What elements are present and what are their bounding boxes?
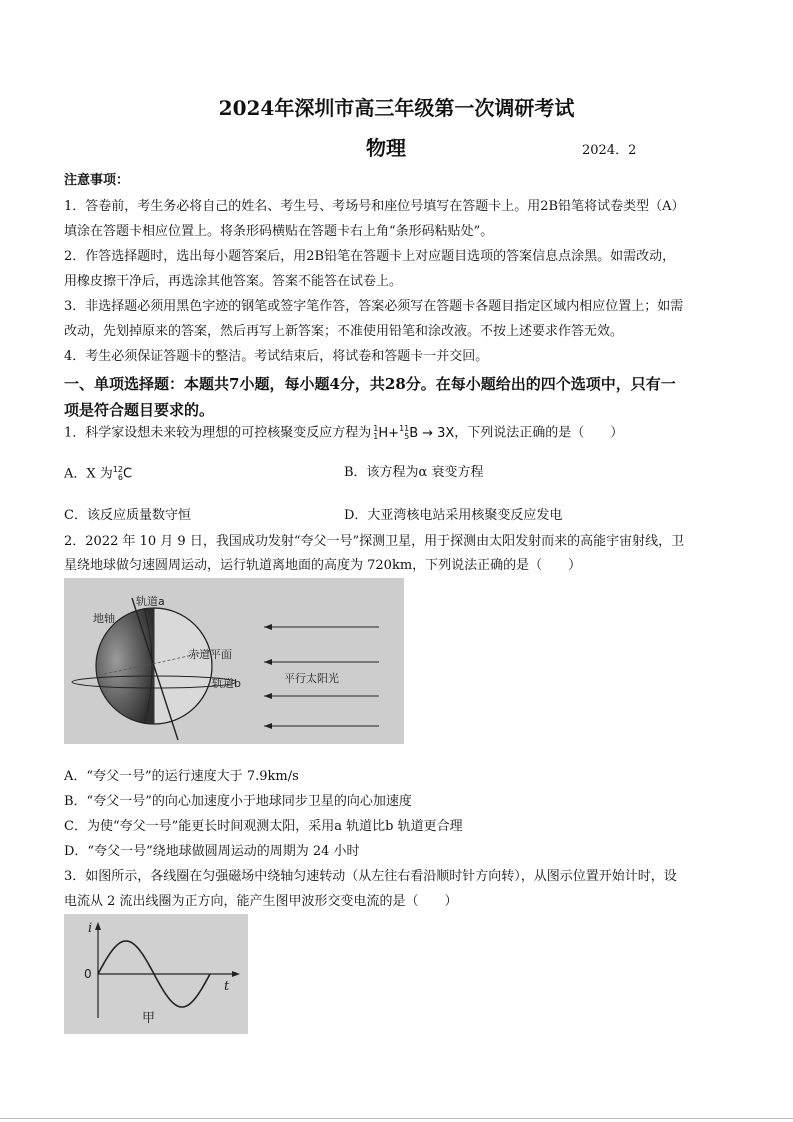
notice-line: 3．非选择题必须用黑色字迹的钢笔或签字笔作答，答案必须写在答题卡各题目指定区域内相应位置上；如需 — [64, 299, 684, 314]
q2-option-b[interactable]: B．“夸父一号”的向心加速度小于地球同步卫星的向心加速度 — [64, 794, 412, 809]
section-heading: 一、单项选择题：本题共7小题，每小题4分，共28分。在每小题给出的四个选项中，只有一 — [64, 375, 676, 393]
q1-option-c[interactable]: C．该反应质量数守恒 — [64, 508, 191, 523]
q2-stem-cont: 星绕地球做匀速圆周运动，运行轨道离地面的高度为 720km，下列说法正确的是（ ） — [64, 558, 582, 573]
notice-line: 用橡皮擦干净后，再选涂其他答案。答案不能答在试卷上。 — [64, 274, 403, 289]
q2-option-c[interactable]: C．为使“夸父一号”能更长时间观测太阳，采用a 轨道比b 轨道更合理 — [64, 819, 463, 834]
h-symbol: H — [378, 425, 389, 441]
q1-stem-pre: 1．科学家设想未来较为理想的可控核聚变反应方程为 — [64, 425, 372, 441]
notice-line: 1．答卷前，考生务必将自己的姓名、考生号、考场号和座位号填写在答题卡上。用2B铅笔将试卷类型（A） — [64, 199, 685, 214]
figure-caption: 甲 — [142, 1011, 156, 1026]
section-heading-cont: 项是符合题目要求的。 — [64, 401, 215, 419]
q3-stem-cont: 电流从 2 流出线圈为正方向，能产生图甲波形交变电流的是（ ） — [64, 894, 458, 909]
q2-stem: 2．2022 年 10 月 9 日，我国成功发射“夸父一号”探测卫星，用于探测由太阳发射而来的高能宇宙射线，卫 — [64, 534, 685, 549]
arrow: → — [422, 425, 434, 441]
notice-line: 填涂在答题卡相应位置上。将条形码横贴在答题卡右上角“条形码粘贴处”。 — [64, 224, 494, 239]
y-axis-label: i — [88, 921, 93, 936]
q1-option-a[interactable] — [64, 466, 132, 482]
q1-stem — [64, 425, 623, 441]
label-equator: 赤道平面 — [188, 648, 232, 661]
origin-label: 0 — [84, 967, 92, 981]
b-mass-number: 11 — [399, 424, 410, 433]
orbit-figure — [64, 578, 404, 744]
c-atomic-number: 6 — [117, 473, 123, 482]
label-orbit-b: 轨道b — [212, 677, 241, 690]
q1-stem-post: ，下列说法正确的是（ ） — [454, 425, 624, 441]
notice-line: 4．考生必须保证答题卡的整洁。考试结束后，将试卷和答题卡一并交回。 — [64, 349, 489, 364]
subject-title: 物理 — [366, 136, 406, 160]
c-symbol: C — [122, 466, 133, 482]
page-bottom-rule — [0, 1118, 793, 1119]
c-mass-number: 12 — [112, 465, 123, 474]
notice-line: 改动，先划掉原来的答案，然后再写上新答案；不准使用铅笔和涂改液。不按上述要求作答无效。 — [64, 324, 624, 339]
q3-stem: 3．如图所示，各线圈在匀强磁场中绕轴匀速转动（从左往右看沿顺时针方向转），从图示位置开始计时，设 — [64, 869, 677, 884]
q2-option-a[interactable]: A．“夸父一号”的运行速度大于 7.9km/s — [64, 769, 299, 784]
q1-option-a-text: A．X 为 — [64, 466, 113, 482]
label-orbit-a: 轨道a — [136, 595, 165, 608]
products: 3X — [437, 425, 455, 441]
q1-option-b[interactable]: B．该方程为α 衰变方程 — [344, 465, 484, 480]
exam-title: 2024年深圳市高三年级第一次调研考试 — [218, 96, 575, 120]
q1-option-d[interactable]: D．大亚湾核电站采用核聚变反应发电 — [344, 508, 563, 523]
notice-line: 2．作答选择题时，选出每小题答案后，用2B铅笔在答题卡上对应题目选项的答案信息点涂黑。如需改动， — [64, 249, 676, 264]
b-atomic-number: 5 — [404, 432, 410, 441]
fusion-equation — [371, 426, 454, 441]
exam-date: 2024．2 — [582, 143, 637, 158]
x-axis-label: t — [224, 979, 230, 994]
h-atomic-number: 1 — [373, 432, 379, 441]
label-sunlight: 平行太阳光 — [284, 672, 339, 685]
label-axis: 地轴 — [93, 612, 115, 625]
notice-heading: 注意事项： — [64, 173, 130, 188]
q2-option-d[interactable]: D．“夸父一号”绕地球做圆周运动的周期为 24 小时 — [64, 844, 360, 859]
h-mass-number: 1 — [373, 424, 379, 433]
plus-sign: + — [388, 425, 400, 441]
b-symbol: B — [409, 425, 419, 441]
waveform-figure — [64, 914, 248, 1034]
